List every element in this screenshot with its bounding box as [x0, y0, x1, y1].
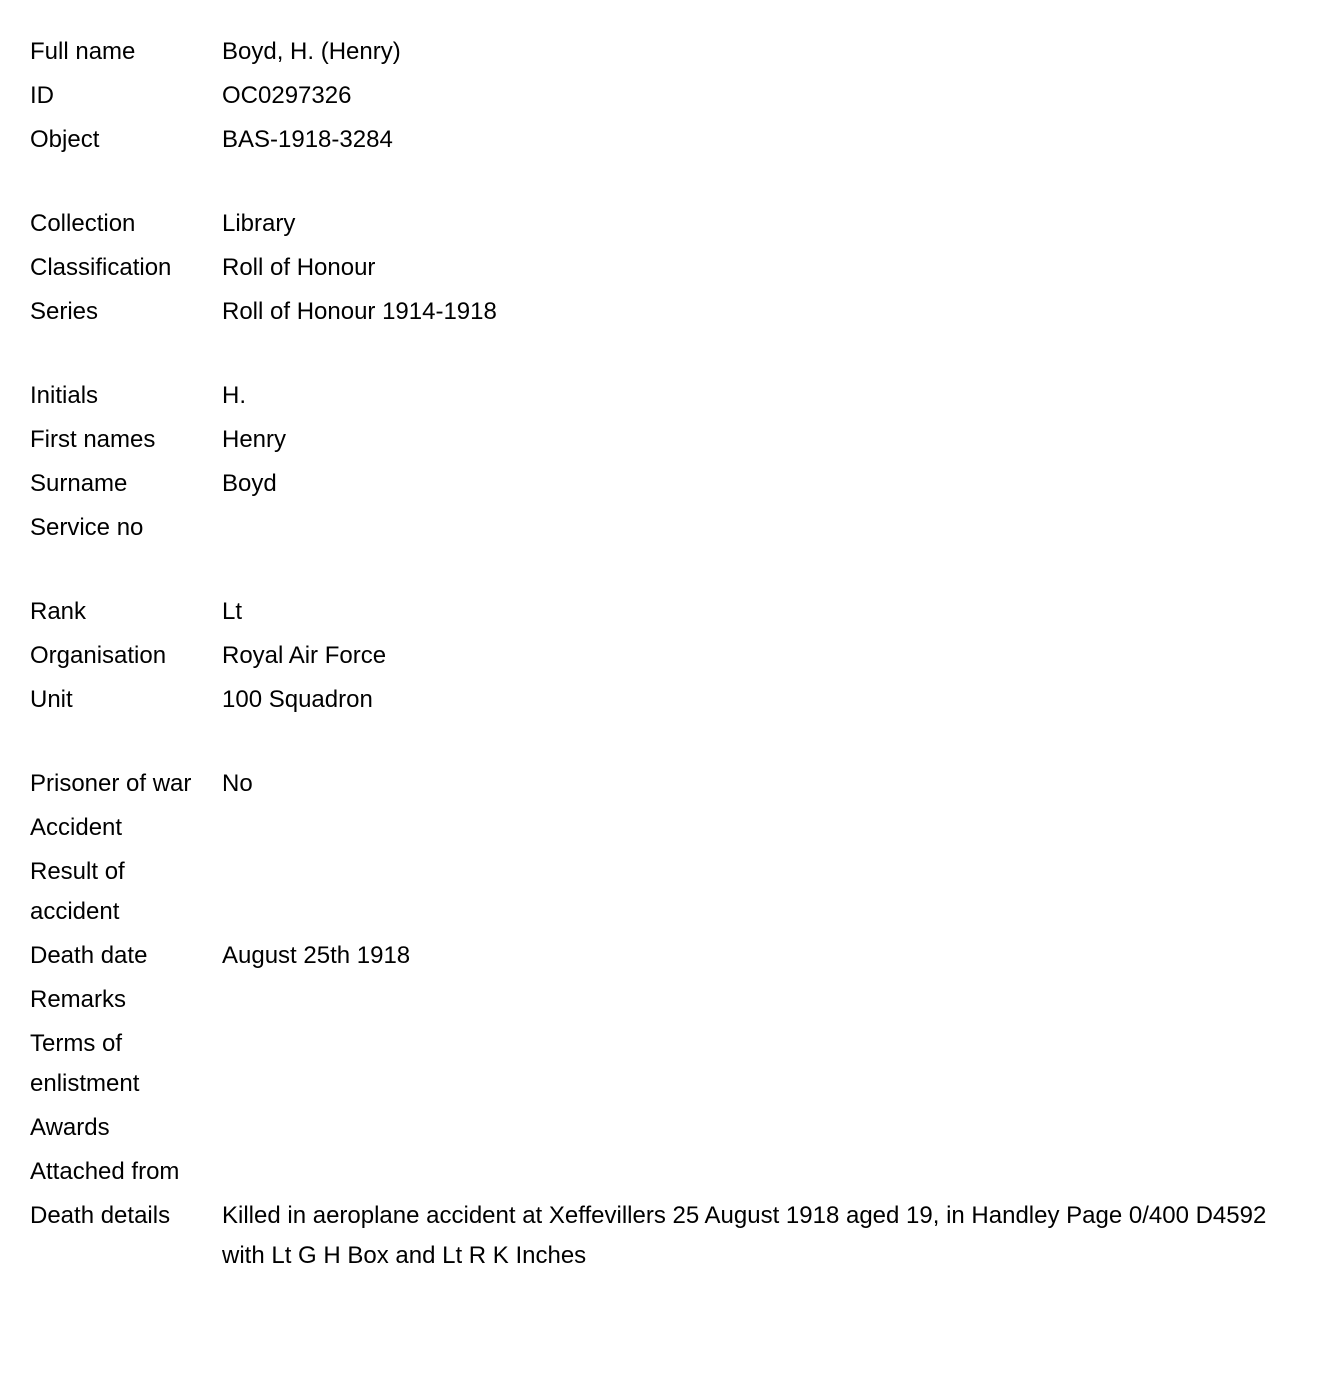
- value-unit: 100 Squadron: [222, 686, 373, 713]
- record-section-3: [30, 376, 1327, 548]
- row-first-names: [30, 420, 1327, 460]
- row-id: [30, 76, 1327, 116]
- row-death-details: [30, 1196, 1327, 1276]
- label-full-name: Full name: [30, 38, 136, 65]
- row-object: [30, 120, 1327, 160]
- value-series: Roll of Honour 1914-1918: [222, 298, 497, 325]
- row-result-of-accident: [30, 852, 1327, 932]
- row-attached-from: [30, 1152, 1327, 1192]
- label-service-no: Service no: [30, 514, 144, 541]
- label-unit: Unit: [30, 686, 73, 713]
- value-initials: H.: [222, 382, 246, 409]
- label-attached-from: Attached from: [30, 1158, 180, 1185]
- label-id: ID: [30, 82, 54, 109]
- value-collection: Library: [222, 210, 296, 237]
- label-series: Series: [30, 298, 99, 325]
- label-death-details: Death details: [30, 1202, 171, 1229]
- label-classification: Classification: [30, 254, 172, 281]
- row-remarks: [30, 980, 1327, 1020]
- value-death-details: Killed in aeroplane accident at Xeffevillers 25 August 1918 aged 19, in Handley Page 0/400 D4592 with Lt G H Box and Lt R K Inches: [222, 1202, 1267, 1269]
- label-remarks: Remarks: [30, 986, 127, 1013]
- value-death-date: August 25th 1918: [222, 942, 411, 969]
- record-section-4: [30, 592, 1327, 720]
- row-accident: [30, 808, 1327, 848]
- value-prisoner-of-war: No: [222, 770, 253, 797]
- record-section-2: [30, 204, 1327, 332]
- row-prisoner-of-war: [30, 764, 1327, 804]
- value-rank: Lt: [222, 598, 243, 625]
- row-service-no: [30, 508, 1327, 548]
- label-organisation: Organisation: [30, 642, 167, 669]
- value-object: BAS-1918-3284: [222, 126, 393, 153]
- label-object: Object: [30, 126, 100, 153]
- value-full-name: Boyd, H. (Henry): [222, 38, 401, 65]
- label-initials: Initials: [30, 382, 99, 409]
- record-sections: [30, 32, 1327, 1276]
- value-surname: Boyd: [222, 470, 277, 497]
- label-terms-of-enlistment: Terms of enlistment: [30, 1030, 140, 1097]
- value-organisation: Royal Air Force: [222, 642, 387, 669]
- label-surname: Surname: [30, 470, 128, 497]
- row-classification: [30, 248, 1327, 288]
- row-surname: [30, 464, 1327, 504]
- label-prisoner-of-war: Prisoner of war: [30, 770, 192, 797]
- row-organisation: [30, 636, 1327, 676]
- row-series: [30, 292, 1327, 332]
- label-death-date: Death date: [30, 942, 148, 969]
- row-terms-of-enlistment: [30, 1024, 1327, 1104]
- row-death-date: [30, 936, 1327, 976]
- label-awards: Awards: [30, 1114, 110, 1141]
- label-accident: Accident: [30, 814, 123, 841]
- row-rank: [30, 592, 1327, 632]
- record-section-1: [30, 32, 1327, 160]
- row-initials: [30, 376, 1327, 416]
- row-collection: [30, 204, 1327, 244]
- value-classification: Roll of Honour: [222, 254, 376, 281]
- row-full-name: [30, 32, 1327, 72]
- label-rank: Rank: [30, 598, 87, 625]
- value-first-names: Henry: [222, 426, 287, 453]
- record-section-5: [30, 764, 1327, 1276]
- row-unit: [30, 680, 1327, 720]
- value-id: OC0297326: [222, 82, 352, 109]
- label-collection: Collection: [30, 210, 136, 237]
- label-first-names: First names: [30, 426, 156, 453]
- label-result-of-accident: Result of accident: [30, 858, 125, 925]
- row-awards: [30, 1108, 1327, 1148]
